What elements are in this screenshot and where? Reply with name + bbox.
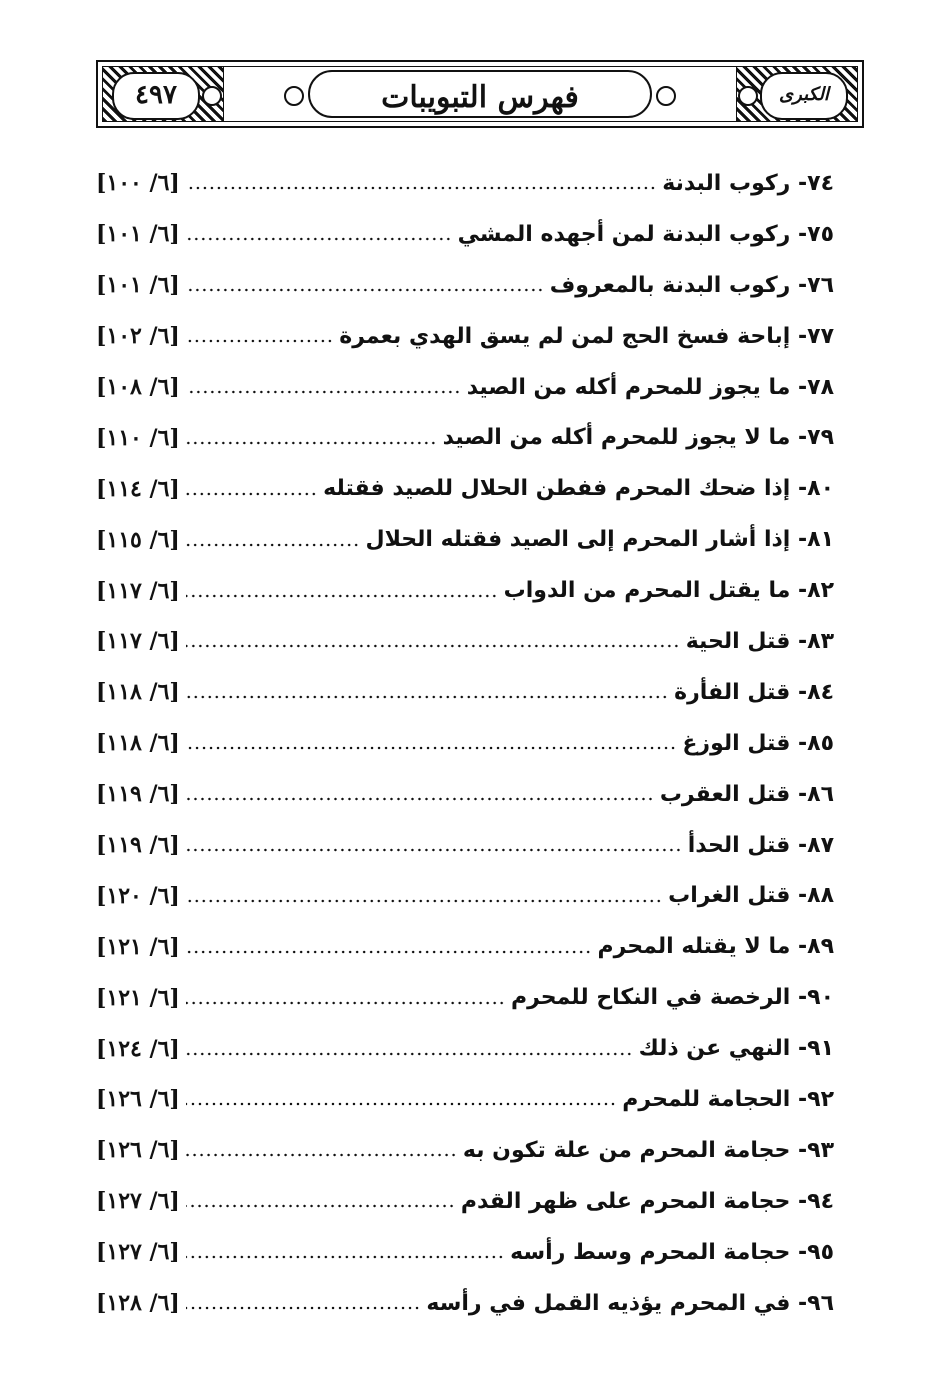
index-row	[96, 1176, 864, 1227]
logo-calligraphy: الكبرى	[779, 84, 829, 105]
index-row	[96, 769, 864, 820]
index-ref: [٦/ ١٢٦]	[96, 1086, 180, 1113]
index-row	[96, 1227, 864, 1278]
index-ref: [٦/ ١١٥]	[96, 526, 180, 553]
dot-leader	[186, 950, 592, 954]
index-row	[96, 362, 864, 413]
index-list	[96, 158, 864, 1328]
dot-leader	[186, 695, 668, 699]
index-title: ٨٦- قتل العقرب	[659, 781, 834, 807]
index-title: ٧٨- ما يجوز للمحرم أكله من الصيد	[466, 374, 834, 400]
index-ref: [٦/ ١١٩]	[96, 832, 180, 859]
index-title: ٩٠- الرخصة في النكاح للمحرم	[511, 985, 834, 1011]
index-ref: [٦/ ١١٠]	[96, 424, 180, 451]
dot-leader	[186, 797, 654, 801]
index-row	[96, 260, 864, 311]
index-title: ٩٦- في المحرم يؤذيه القمل في رأسه	[426, 1290, 834, 1316]
index-ref: [٦/ ١٢٤]	[96, 1035, 180, 1062]
index-title: ٨٩- ما لا يقتله المحرم	[597, 934, 834, 960]
index-title: ٧٩- ما لا يجوز للمحرم أكله من الصيد	[442, 425, 834, 451]
index-title: ٨٣- قتل الحية	[685, 628, 834, 654]
index-row	[96, 870, 864, 921]
index-row	[96, 209, 864, 260]
dot-leader	[186, 746, 677, 750]
index-row	[96, 1023, 864, 1074]
index-title: ٧٦- ركوب البدنة بالمعروف	[549, 272, 834, 298]
dot-leader	[186, 390, 461, 394]
index-ref: [٦/ ١٠١]	[96, 272, 180, 299]
dot-leader	[186, 339, 333, 343]
index-ref: [٦/ ١٢١]	[96, 984, 180, 1011]
index-ref: [٦/ ١٢٦]	[96, 1137, 180, 1164]
index-row	[96, 718, 864, 769]
header-title-cartouche	[308, 70, 652, 118]
book-logo	[760, 72, 848, 120]
dot-leader	[186, 492, 317, 496]
index-ref: [٦/ ١١٤]	[96, 475, 180, 502]
index-title: ٨٨- قتل الغراب	[668, 883, 834, 909]
index-ref: [٦/ ١٠٠]	[96, 170, 180, 197]
index-title: ٩١- النهي عن ذلك	[638, 1036, 834, 1062]
dot-leader	[186, 543, 360, 547]
index-row	[96, 667, 864, 718]
index-ref: [٦/ ١٢٠]	[96, 882, 180, 909]
dot-leader	[186, 899, 662, 903]
dot-leader	[186, 237, 452, 241]
index-title: ٩٥- حجامة المحرم وسط رأسه	[510, 1239, 834, 1265]
index-row	[96, 463, 864, 514]
dot-leader	[186, 1153, 457, 1157]
dot-leader	[186, 1052, 633, 1056]
index-row	[96, 514, 864, 565]
index-row	[96, 158, 864, 209]
dot-leader	[186, 1204, 455, 1208]
index-ref: [٦/ ١٢١]	[96, 933, 180, 960]
index-title: ٨٢- ما يقتل المحرم من الدواب	[503, 578, 834, 604]
ornament-knot-icon	[284, 86, 304, 106]
dot-leader	[186, 1102, 616, 1106]
index-title: ٨٤- قتل الفأرة	[674, 679, 834, 705]
index-title: ٩٣- حجامة المحرم من علة تكون به	[462, 1137, 834, 1163]
index-title: ٧٥- ركوب البدنة لمن أجهده المشي	[457, 221, 834, 247]
ornament-knot-icon	[738, 86, 758, 106]
dot-leader	[186, 1255, 504, 1259]
index-ref: [٦/ ١١٨]	[96, 679, 180, 706]
dot-leader	[186, 594, 498, 598]
dot-leader	[186, 848, 682, 852]
index-ref: [٦/ ١١٧]	[96, 628, 180, 655]
index-row	[96, 820, 864, 871]
index-ref: [٦/ ١٠١]	[96, 221, 180, 248]
index-row	[96, 1125, 864, 1176]
index-ref: [٦/ ١١٧]	[96, 577, 180, 604]
index-title: ٨٧- قتل الحدأ	[687, 832, 834, 858]
index-row	[96, 311, 864, 362]
index-title: ٨٠- إذا ضحك المحرم ففطن الحلال للصيد فقتله	[323, 476, 834, 502]
index-row	[96, 1278, 864, 1329]
index-row	[96, 972, 864, 1023]
page-number-badge	[112, 72, 200, 120]
index-ref: [٦/ ١٠٨]	[96, 374, 180, 400]
index-row	[96, 616, 864, 667]
ornament-knot-icon	[656, 86, 676, 106]
page-number: ٤٩٧	[135, 80, 177, 110]
index-ref: [٦/ ١١٩]	[96, 781, 180, 808]
dot-leader	[186, 1001, 505, 1005]
index-title: ٩٤- حجامة المحرم على ظهر القدم	[460, 1188, 834, 1214]
index-row	[96, 412, 864, 463]
page-header	[96, 60, 864, 128]
dot-leader	[186, 1306, 421, 1310]
dot-leader	[186, 644, 680, 648]
index-title: ٩٢- الحجامة للمحرم	[622, 1086, 834, 1112]
index-ref: [٦/ ١١٨]	[96, 730, 180, 757]
dot-leader	[186, 288, 544, 292]
index-ref: [٦/ ١٢٧]	[96, 1239, 180, 1266]
index-ref: [٦/ ١٢٨]	[96, 1290, 180, 1317]
dot-leader	[186, 186, 656, 190]
index-ref: [٦/ ١٠٢]	[96, 323, 180, 350]
ornament-knot-icon	[202, 86, 222, 106]
page-title: فهرس التبويبات	[381, 80, 579, 115]
index-title: ٧٤- ركوب البدنة	[662, 170, 834, 196]
index-title: ٧٧- إباحة فسخ الحج لمن لم يسق الهدي بعمرة	[339, 323, 834, 349]
index-ref: [٦/ ١٢٧]	[96, 1188, 180, 1215]
dot-leader	[186, 441, 437, 445]
index-row	[96, 565, 864, 616]
index-row	[96, 921, 864, 972]
index-title: ٨٥- قتل الوزغ	[682, 730, 834, 756]
index-row	[96, 1074, 864, 1125]
index-title: ٨١- إذا أشار المحرم إلى الصيد فقتله الحلال	[365, 527, 834, 553]
